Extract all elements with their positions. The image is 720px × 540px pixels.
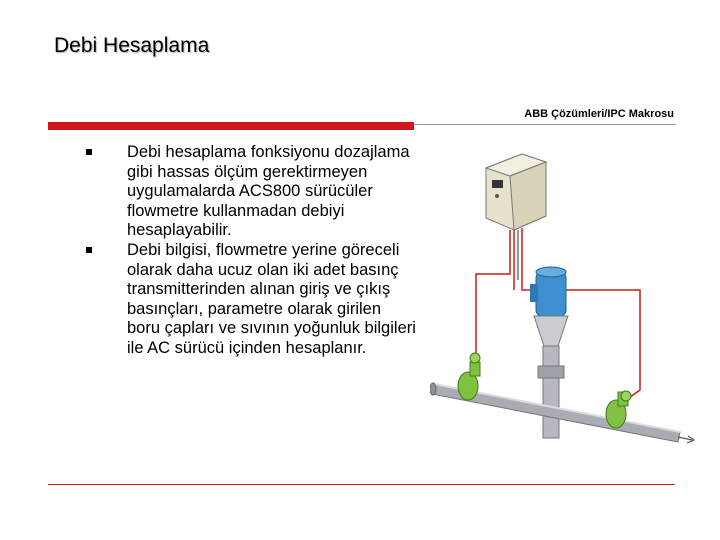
pump-column-icon (538, 346, 564, 438)
header-divider (414, 124, 676, 125)
bullet-list (86, 143, 416, 359)
flow-calculation-diagram (430, 140, 700, 460)
bullet-text: Debi hesaplama fonksiyonu dozajlama gibi hassas ölçüm gerektirmeyen uygulamalarda ACS800 sürücüler flowmetre kullanmadan debiyi hesaplayabilir. (127, 143, 410, 240)
footer-divider (48, 484, 675, 485)
bullet-text: Debi bilgisi, flowmetre yerine göreceli olarak daha ucuz olan iki adet basınç transmitterinden alınan giriş ve çıkış basınçları, parametre olarak girilen boru çapları ve sıvının yoğunluk bilgileri ile AC sürücü içinden hesaplanır. (127, 240, 416, 357)
ac-drive-icon (486, 154, 546, 230)
bullet-item (86, 143, 416, 241)
inlet-pressure-transmitter-icon (458, 353, 480, 400)
header-accent-bar (48, 122, 414, 130)
pump-motor-icon (530, 267, 568, 346)
bullet-square-icon (86, 247, 92, 253)
slide-subtitle: ABB Çözümleri/IPC Makrosu (524, 108, 674, 120)
bullet-item (86, 241, 416, 359)
slide-title: Debi Hesaplama (54, 34, 210, 57)
bullet-square-icon (86, 149, 92, 155)
